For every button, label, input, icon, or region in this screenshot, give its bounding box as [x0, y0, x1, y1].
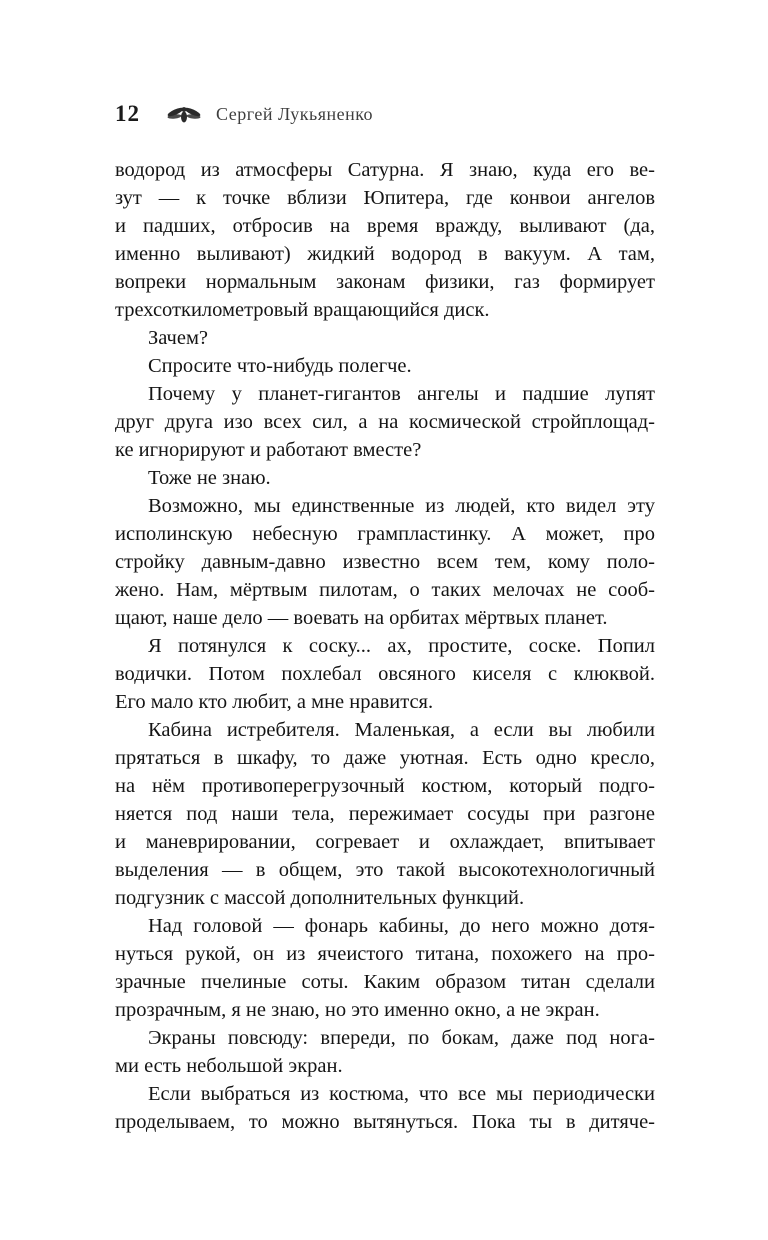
text-line: няется под наши тела, пережимает сосуды при разгоне	[115, 803, 655, 825]
paragraph	[115, 492, 655, 632]
text-line: Если выбраться из костюма, что все мы периодически	[148, 1083, 655, 1105]
text-line: Тоже не знаю.	[148, 467, 271, 489]
text-line: и падших, отбросив на время вражду, выливают (да,	[115, 215, 655, 237]
text-line: проделываем, то можно вытянуться. Пока ты в дитяче-	[115, 1111, 655, 1133]
paragraph	[115, 156, 655, 324]
text-line: вопреки нормальным законам физики, газ формирует	[115, 271, 655, 293]
text-line: Над головой — фонарь кабины, до него можно дотя-	[148, 915, 655, 937]
text-line: исполинскую небесную грампластинку. А может, про	[115, 523, 655, 545]
text-line: Почему у планет-гигантов ангелы и падшие лупят	[148, 383, 655, 405]
text-line: ми есть небольшой экран.	[115, 1055, 343, 1077]
text-line: стройку давным-давно известно всем тем, кому поло-	[115, 551, 655, 573]
text-line: именно выливают) жидкий водород в вакуум. А там,	[115, 243, 655, 265]
paragraph	[115, 352, 655, 380]
body-text	[115, 156, 655, 1136]
text-line: жено. Нам, мёртвым пилотам, о таких мелочах не сооб-	[115, 579, 655, 601]
text-line: Его мало кто любит, а мне нравится.	[115, 691, 434, 713]
paragraph	[115, 1080, 655, 1136]
text-line: друг друга изо всех сил, а на космической стройплощад-	[115, 411, 655, 433]
text-line: на нём противоперегрузочный костюм, который подго-	[115, 775, 655, 797]
text-line: прозрачным, я не знаю, но это именно окно, а не экран.	[115, 999, 600, 1021]
paragraph	[115, 632, 655, 716]
text-line: Экраны повсюду: впереди, по бокам, даже под нога-	[148, 1027, 655, 1049]
text-line: Я потянулся к соску... ах, простите, соске. Попил	[148, 635, 655, 657]
text-line: водички. Потом похлебал овсяного киселя с клюквой.	[115, 663, 655, 685]
page-number: 12	[115, 101, 140, 126]
text-line: нуться рукой, он из ячеистого титана, похожего на про-	[115, 943, 655, 965]
text-line: зрачные пчелиные соты. Каким образом титан сделали	[115, 971, 655, 993]
paragraph	[115, 716, 655, 912]
text-line: выделения — в общем, это такой высокотехнологичный	[115, 859, 655, 881]
running-header-author: Сергей Лукьяненко	[216, 103, 374, 124]
fly-ornament-icon	[164, 103, 204, 125]
text-line: зут — к точке вблизи Юпитера, где конвои ангелов	[115, 187, 655, 209]
paragraph	[115, 1024, 655, 1080]
text-line: водород из атмосферы Сатурна. Я знаю, куда его ве-	[115, 159, 655, 181]
text-line: щают, наше дело — воевать на орбитах мёртвых планет.	[115, 607, 608, 629]
paragraph	[115, 324, 655, 352]
page-header	[115, 101, 655, 127]
paragraph	[115, 912, 655, 1024]
text-line: подгузник с массой дополнительных функций.	[115, 887, 525, 909]
text-line: ке игнорируют и работают вместе?	[115, 439, 422, 461]
text-line: прятаться в шкафу, то даже уютная. Есть одно кресло,	[115, 747, 655, 769]
text-line: трехсоткилометровый вращающийся диск.	[115, 299, 490, 321]
text-line: Кабина истребителя. Маленькая, а если вы любили	[148, 719, 655, 741]
text-line: и маневрировании, согревает и охлаждает, впитывает	[115, 831, 655, 853]
paragraph	[115, 380, 655, 464]
paragraph	[115, 464, 655, 492]
text-line: Возможно, мы единственные из людей, кто видел эту	[148, 495, 655, 517]
text-line: Спросите что-нибудь полегче.	[148, 355, 412, 377]
text-line: Зачем?	[148, 327, 209, 349]
